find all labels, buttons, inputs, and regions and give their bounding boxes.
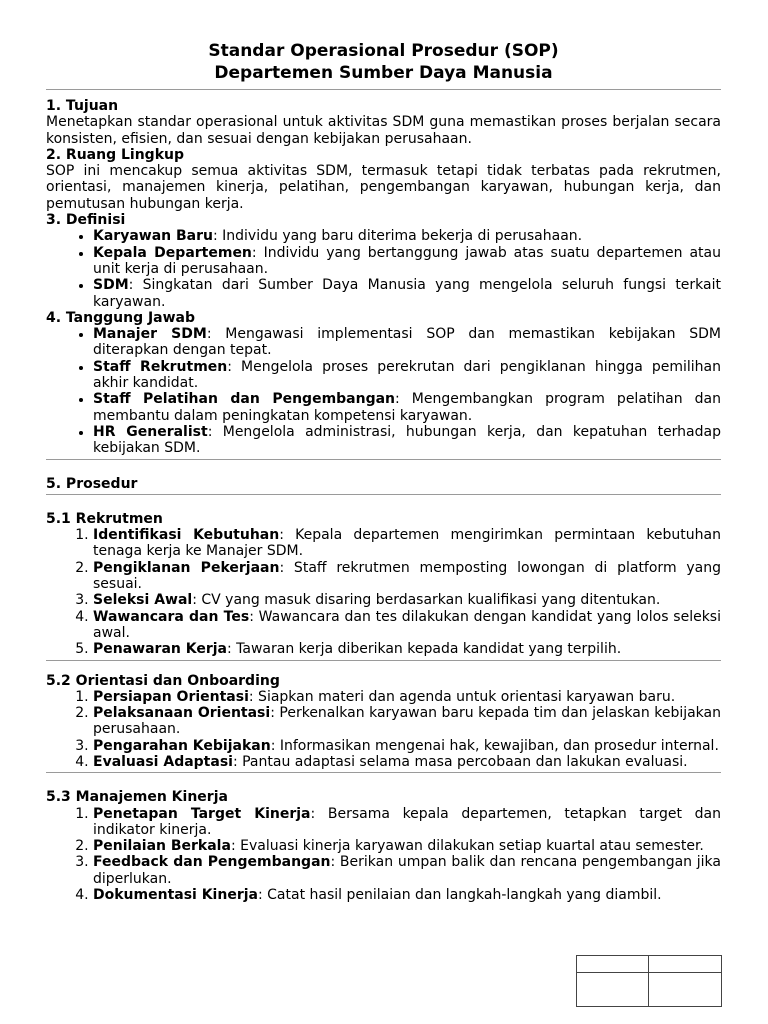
list-item bbox=[93, 609, 721, 642]
subsection-heading-rekrutmen: 5.1 Rekrutmen bbox=[46, 510, 163, 527]
term-description: : Mengembangkan program pelatihan dan membantu dalam peningkatan kompetensi karyawan. bbox=[93, 391, 721, 424]
step-title: Evaluasi Adaptasi bbox=[93, 753, 233, 770]
divider bbox=[46, 494, 721, 495]
list-item bbox=[93, 560, 721, 593]
section-heading-tujuan: 1. Tujuan bbox=[46, 98, 119, 114]
section-heading-definisi: 3. Definisi bbox=[46, 212, 126, 229]
table-column-divider bbox=[648, 956, 649, 1006]
list-item bbox=[93, 738, 721, 754]
step-title: Dokumentasi Kinerja bbox=[93, 887, 258, 904]
term-description: : Mengelola administrasi, hubungan kerja, dan kepatuhan terhadap kebijakan SDM. bbox=[93, 423, 721, 457]
step-title: Wawancara dan Tes bbox=[93, 608, 250, 625]
divider bbox=[46, 660, 721, 661]
subsection-heading-kinerja: 5.3 Manajemen Kinerja bbox=[46, 789, 228, 806]
list-item bbox=[93, 527, 721, 560]
step-title: Pengiklanan Pekerjaan bbox=[93, 559, 280, 576]
step-title: Persiapan Orientasi bbox=[93, 688, 249, 705]
step-description: : CV yang masuk disaring berdasarkan kualifikasi yang ditentukan. bbox=[192, 592, 661, 609]
term-description: : Mengelola proses perekrutan dari pengiklanan hingga pemilihan akhir kandidat. bbox=[93, 358, 721, 392]
step-title: Seleksi Awal bbox=[93, 592, 193, 609]
title-line-1: Standar Operasional Prosedur (SOP) bbox=[208, 41, 559, 61]
step-description: : Wawancara dan tes dilakukan dengan kandidat yang lolos seleksi awal. bbox=[93, 608, 721, 641]
divider bbox=[46, 772, 721, 773]
orientasi-list bbox=[46, 689, 721, 770]
term: Staff Rekrutmen bbox=[93, 358, 228, 375]
step-title: Identifikasi Kebutuhan bbox=[93, 527, 280, 544]
step-description: : Bersama kepala departemen, tetapkan target dan indikator kinerja. bbox=[93, 805, 721, 838]
table-row-divider bbox=[577, 972, 721, 973]
list-item bbox=[93, 754, 721, 770]
step-description: : Kepala departemen mengirimkan permintaan kebutuhan tenaga kerja ke Manajer SDM. bbox=[93, 527, 721, 560]
list-item bbox=[93, 689, 721, 705]
step-description: : Staff rekrutmen memposting lowongan di platform yang sesuai. bbox=[93, 559, 721, 593]
term: Manajer SDM bbox=[93, 326, 207, 343]
step-title: Penilaian Berkala bbox=[93, 838, 231, 855]
list-item bbox=[93, 359, 721, 392]
step-description: : Informasikan mengenai hak, kewajiban, dan prosedur internal. bbox=[270, 737, 719, 754]
term-description: : Individu yang baru diterima bekerja di perusahaan. bbox=[212, 228, 583, 245]
term-description: : Individu yang bertanggung jawab atas suatu departemen atau unit kerja di perusahaan. bbox=[93, 244, 721, 277]
term-description: : Mengawasi implementasi SOP dan memastikan kebijakan SDM diterapkan dengan tepat. bbox=[93, 326, 721, 359]
document-title bbox=[46, 40, 721, 84]
definisi-list bbox=[46, 228, 721, 309]
term-description: : Singkatan dari Sumber Daya Manusia yang mengelola seluruh fungsi terkait karyawan. bbox=[93, 277, 721, 310]
step-title: Penawaran Kerja bbox=[93, 641, 227, 658]
divider bbox=[46, 89, 721, 90]
step-title: Feedback dan Pengembangan bbox=[93, 854, 331, 871]
step-description: : Siapkan materi dan agenda untuk orientasi karyawan baru. bbox=[248, 688, 676, 705]
term: Staff Pelatihan dan Pengembangan bbox=[93, 391, 396, 408]
tujuan-text: Menetapkan standar operasional untuk aktivitas SDM guna memastikan proses berjalan secara konsisten, efisien, dan sesuai dengan kebijakan perusahaan. bbox=[46, 114, 721, 147]
list-item bbox=[93, 838, 721, 854]
title-line-2: Departemen Sumber Daya Manusia bbox=[214, 63, 553, 83]
list-item bbox=[93, 424, 721, 457]
list-item bbox=[93, 326, 721, 359]
divider bbox=[46, 459, 721, 460]
step-title: Pelaksanaan Orientasi bbox=[93, 705, 271, 722]
list-item bbox=[93, 277, 721, 310]
list-item bbox=[93, 705, 721, 738]
subsection-heading-orientasi: 5.2 Orientasi dan Onboarding bbox=[46, 672, 280, 689]
ruang-lingkup-text: SOP ini mencakup semua aktivitas SDM, termasuk tetapi tidak terbatas pada rekrutmen, orientasi, manajemen kinerja, pelatihan, pengembangan karyawan, hubungan kerja, dan pemutusan hubungan kerja. bbox=[46, 163, 721, 212]
section-heading-tanggung-jawab: 4. Tanggung Jawab bbox=[46, 309, 196, 326]
step-description: : Evaluasi kinerja karyawan dilakukan setiap kuartal atau semester. bbox=[230, 838, 704, 855]
list-item bbox=[93, 245, 721, 278]
kinerja-list bbox=[46, 806, 721, 904]
list-item bbox=[93, 641, 721, 657]
section-heading-prosedur: 5. Prosedur bbox=[46, 475, 138, 492]
step-description: : Catat hasil penilaian dan langkah-langkah yang diambil. bbox=[257, 887, 662, 904]
list-item bbox=[93, 228, 721, 244]
step-description: : Perkenalkan karyawan baru kepada tim dan jelaskan kebijakan perusahaan. bbox=[93, 705, 721, 738]
list-item bbox=[93, 806, 721, 839]
step-description: : Berikan umpan balik dan rencana pengembangan jika diperlukan. bbox=[93, 854, 721, 887]
tanggung-jawab-list bbox=[46, 326, 721, 456]
list-item bbox=[93, 592, 721, 608]
step-title: Pengarahan Kebijakan bbox=[93, 737, 271, 754]
term: HR Generalist bbox=[93, 423, 208, 440]
step-description: : Pantau adaptasi selama masa percobaan dan lakukan evaluasi. bbox=[232, 753, 688, 770]
term: Karyawan Baru bbox=[93, 228, 213, 245]
step-title: Penetapan Target Kinerja bbox=[93, 805, 311, 822]
step-description: : Tawaran kerja diberikan kepada kandidat yang terpilih. bbox=[227, 641, 622, 658]
signature-table bbox=[576, 955, 722, 1007]
sop-document bbox=[46, 40, 721, 903]
list-item bbox=[93, 854, 721, 887]
list-item bbox=[93, 887, 721, 903]
section-heading-ruang-lingkup: 2. Ruang Lingkup bbox=[46, 146, 184, 163]
list-item bbox=[93, 391, 721, 424]
term: Kepala Departemen bbox=[93, 244, 252, 261]
term: SDM bbox=[93, 277, 129, 294]
rekrutmen-list bbox=[46, 527, 721, 657]
